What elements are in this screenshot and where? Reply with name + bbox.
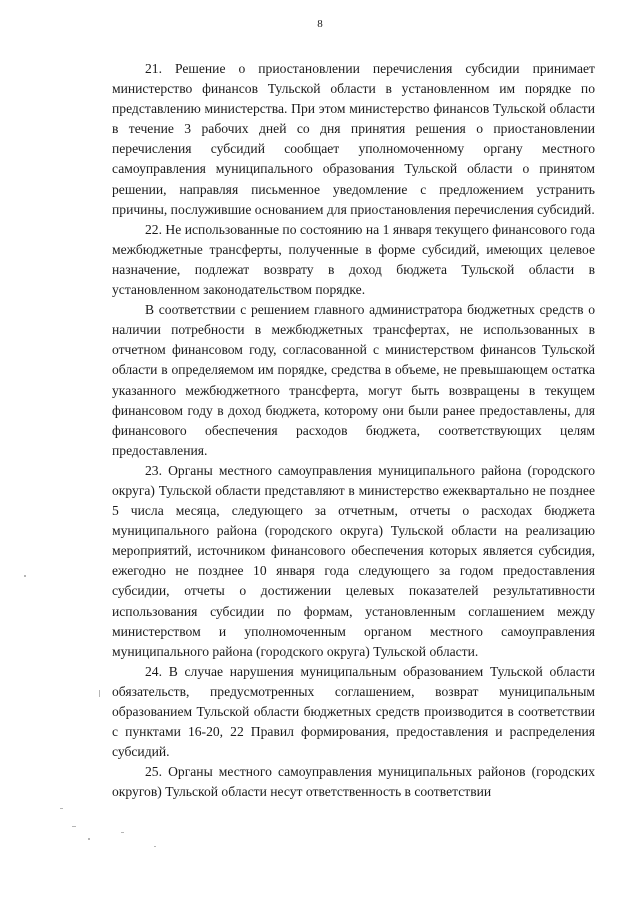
paragraph-22-continuation: В соответствии с решением главного администратора бюджетных средств о наличии потребности в межбюджетных трансфертах, не использованных в отчетном финансовом году, согласованной с министерством финансов Тульской области в определяемом им порядке, средства в объеме, не превышающем остатка указанного межбюджетного трансферта, могут быть возвращены в текущем финансовом году в доход бюджета, которому они были ранее предоставлены, для финансового обеспечения расходов бюджета, соответствующих целям предоставления. — [112, 302, 595, 458]
document-body — [112, 59, 595, 802]
scan-speck — [60, 808, 63, 809]
scan-speck — [99, 690, 100, 697]
paragraph-24: 24. В случае нарушения муниципальным образованием Тульской области обязательств, предусмотренных соглашением, возврат муниципальным образованием Тульской области бюджетных средств производится в соответствии с пунктами 16-20, 22 Правил формирования, предоставления и распределения субсидий. — [112, 663, 595, 760]
scan-speck — [72, 826, 76, 827]
scan-speck — [121, 832, 124, 833]
scan-speck — [154, 846, 156, 847]
paragraph-21: 21. Решение о приостановлении перечисления субсидии принимает министерство финансов Тульской области в установленном им порядке по представлению министерства. При этом министерство финансов Тульской области в течение 3 рабочих дней со дня принятия решения о приостановлении перечисления субсидий сообщает уполномоченному органу местного самоуправления муниципального образования Тульской области о принятом решении, направляя письменное уведомление с предложением устранить причины, послужившие основанием для приостановления перечисления субсидий. — [112, 61, 595, 217]
paragraph-23: 23. Органы местного самоуправления муниципального района (городского округа) Тульской области представляют в министерство ежеквартально не позднее 5 числа месяца, следующего за отчетным, отчеты о расходах бюджета муниципального района (городского округа) Тульской области на реализацию мероприятий, источником финансового обеспечения которых является субсидия, ежегодно не позднее 10 января года следующего за годом предоставления субсидии, отчеты о достижении целевых показателей результативности использования субсидии по формам, установленным соглашением между министерством и уполномоченным органом местного самоуправления муниципального района (городского округа) Тульской области. — [112, 462, 595, 659]
scan-speck — [88, 838, 90, 840]
page-number: 8 — [317, 18, 323, 30]
paragraph-25: 25. Органы местного самоуправления муниципальных районов (городских округов) Тульской области несут ответственность в соответствии — [112, 764, 595, 800]
paragraph-22: 22. Не использованные по состоянию на 1 января текущего финансового года межбюджетные трансферты, полученные в форме субсидий, имеющих целевое назначение, подлежат возврату в доход бюджета Тульской области в установленном законодательством порядке. — [112, 221, 595, 298]
scan-speck — [24, 575, 26, 577]
